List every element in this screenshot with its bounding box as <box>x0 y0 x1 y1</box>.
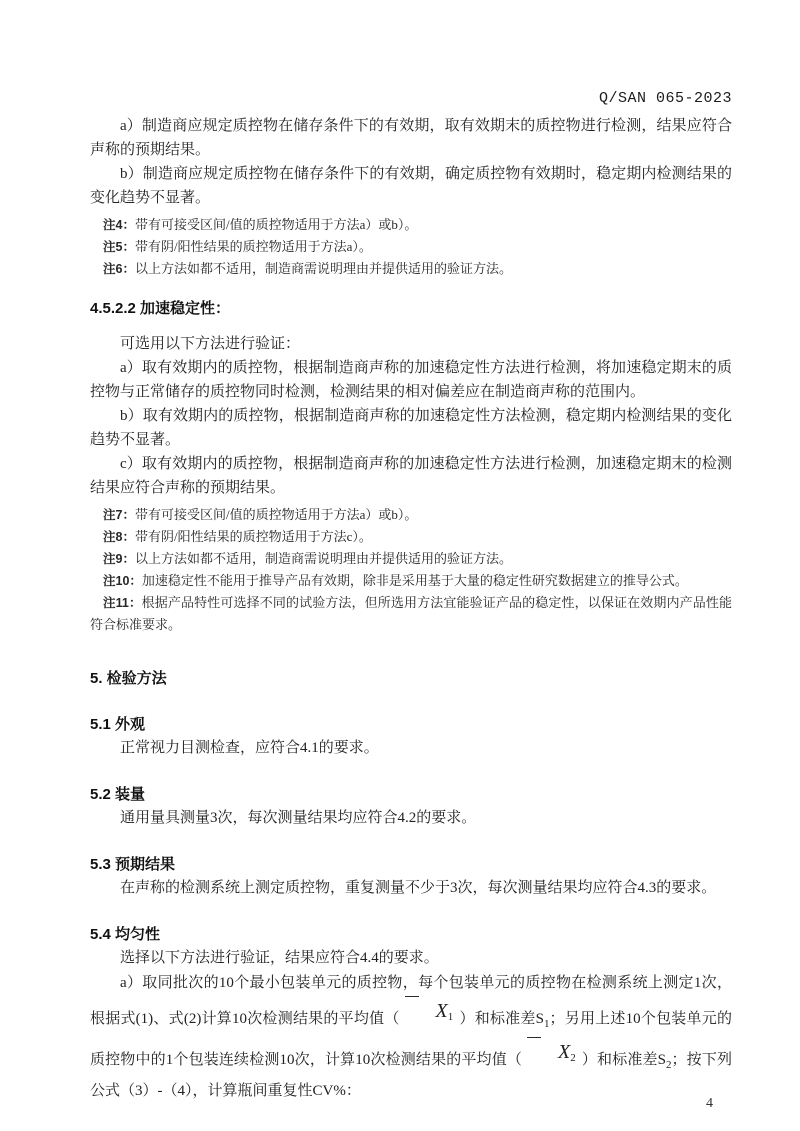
accelerated-intro: 可选用以下方法进行验证： <box>120 336 301 352</box>
note-11-text: 根据产品特性可选择不同的试验方法，但所选用方法宜能验证产品的稳定性，以保证在效期内产品性能符合标准要求。 <box>90 595 732 632</box>
note-11 <box>90 592 732 636</box>
uniformity-method-paragraph: a）取同批次的10个最小包装单元的质控物，每个包装单元的质控物在检测系统上测定1次，根据式(1)、式(2)计算10次检测结果的平均值（ $X_1$ ）和标准差$S_1$；另用上述10个包装单元的质控物中的1个包装连续检测10次，计算10次检测结果的平均值（ $X_2$ ）和标准差$S_2$；按下列公式（3）-（4），计算瓶间重复性CV%： <box>90 975 732 1099</box>
note-10-text: 加速稳定性不能用于推导产品有效期，除非是采用基于大量的稳定性研究数据建立的推导公式。 <box>141 573 688 588</box>
note-5 <box>90 236 732 258</box>
note-8-label: 注8： <box>103 530 135 544</box>
note-9 <box>90 548 732 570</box>
note-4-text: 带有可接受区间/值的质控物适用于方法a）或b）。 <box>134 217 418 232</box>
x-bar-symbol: $X_2$ <box>525 1037 579 1064</box>
subscript: 2 <box>666 1059 672 1071</box>
accelerated-item-a: a）取有效期内的质控物，根据制造商声称的加速稳定性方法进行检测，将加速稳定期末的质控物与正常储存的质控物同时检测，检测结果的相对偏差应在制造商声称的范围内。 <box>90 360 732 400</box>
note-4-label: 注4： <box>103 218 135 232</box>
standard-code-header: Q/SAN 065-2023 <box>598 90 732 107</box>
note-10-label: 注10： <box>103 574 142 588</box>
accelerated-item-c: c）取有效期内的质控物，根据制造商声称的加速稳定性方法进行检测，加速稳定期末的检测结果应符合声称的预期结果。 <box>90 456 732 496</box>
section-53-para: 在声称的检测系统上测定质控物，重复测量不少于3次，每次测量结果均应符合4.3的要求。 <box>120 880 717 896</box>
storage-stability-item-a: a）制造商应规定质控物在储存条件下的有效期，取有效期末的质控物进行检测，结果应符合声称的预期结果。 <box>90 118 732 158</box>
note-11-label: 注11： <box>103 596 142 610</box>
storage-stability-item-b: b）制造商应规定质控物在储存条件下的有效期，确定质控物有效期时，稳定期内检测结果的变化趋势不显著。 <box>90 166 732 206</box>
accelerated-notes <box>90 504 732 636</box>
section-54-heading: 5.4 均匀性 <box>90 926 161 943</box>
note-5-text: 带有阴/阳性结果的质控物适用于方法a）。 <box>134 239 372 254</box>
note-7 <box>90 504 732 526</box>
page-number: 4 <box>706 1096 713 1111</box>
note-6-label: 注6： <box>103 262 135 276</box>
page-content <box>90 90 732 1104</box>
note-7-label: 注7： <box>103 508 135 522</box>
note-5-label: 注5： <box>103 240 135 254</box>
section-4522-heading: 4.5.2.2 加速稳定性： <box>90 300 231 317</box>
note-10 <box>90 570 732 592</box>
note-9-text: 以上方法如都不适用，制造商需说明理由并提供适用的验证方法。 <box>134 551 512 566</box>
note-4 <box>90 214 732 236</box>
section-51-heading: 5.1 外观 <box>90 716 146 733</box>
note-6-text: 以上方法如都不适用，制造商需说明理由并提供适用的验证方法。 <box>134 261 512 276</box>
section-52-heading: 5.2 装量 <box>90 786 146 803</box>
note-6 <box>90 258 732 280</box>
note-7-text: 带有可接受区间/值的质控物适用于方法a）或b）。 <box>134 507 418 522</box>
x-bar-symbol: $X_1$ <box>403 996 457 1023</box>
note-9-label: 注9： <box>103 552 135 566</box>
note-8 <box>90 526 732 548</box>
storage-notes <box>90 214 732 280</box>
subscript: 1 <box>543 1018 550 1030</box>
section-53-heading: 5.3 预期结果 <box>90 856 176 873</box>
section-52-para: 通用量具测量3次，每次测量结果均应符合4.2的要求。 <box>120 810 477 826</box>
section-5-heading: 5. 检验方法 <box>90 670 167 687</box>
section-51-para: 正常视力目测检查，应符合4.1的要求。 <box>120 740 379 756</box>
accelerated-item-b: b）取有效期内的质控物，根据制造商声称的加速稳定性方法检测，稳定期内检测结果的变化趋势不显著。 <box>90 408 732 448</box>
note-8-text: 带有阴/阳性结果的质控物适用于方法c）。 <box>134 529 372 544</box>
section-54-para: 选择以下方法进行验证，结果应符合4.4的要求。 <box>120 950 439 966</box>
